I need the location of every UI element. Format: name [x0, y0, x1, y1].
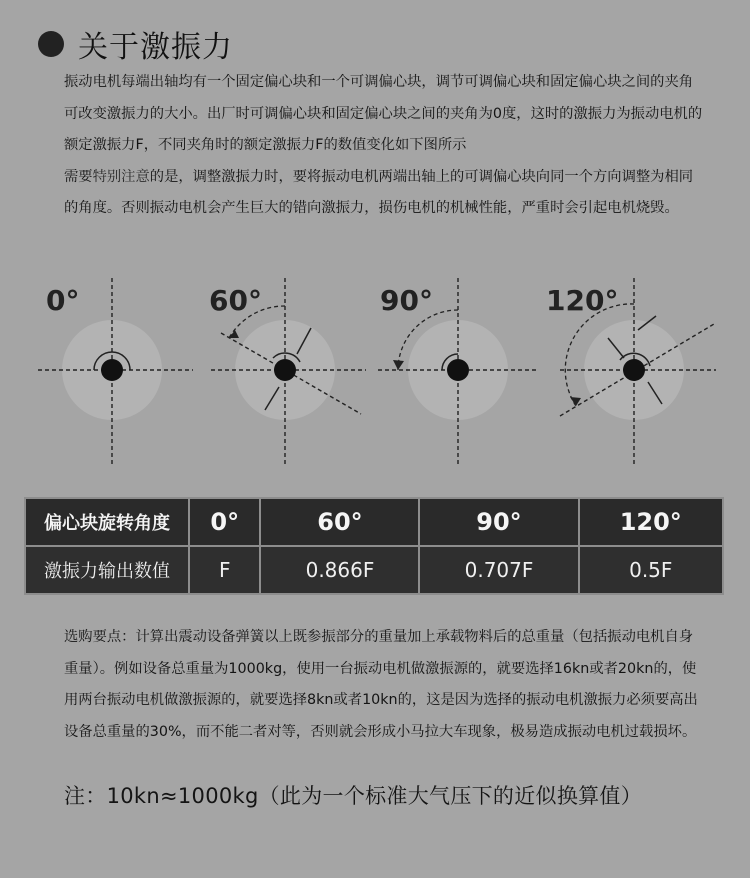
table-header-cell: 0°	[189, 498, 260, 546]
diagram-120	[546, 270, 726, 470]
section-heading	[38, 22, 233, 66]
table-cell: 0.5F	[579, 546, 724, 594]
conversion-note: 注：10kn≈1000kg（此为一个标准大气压下的近似换算值）	[64, 784, 643, 808]
intro-text-2-pre: 需要	[64, 168, 93, 185]
table-header-cell: 90°	[419, 498, 578, 546]
diagram-label-90: 90°	[380, 284, 433, 317]
table-header-row	[25, 498, 723, 546]
section-title: 关于激振力	[78, 30, 233, 65]
intro-paragraph	[64, 67, 704, 225]
purchase-tips-paragraph: 选购要点：计算出震动设备弹簧以上既参振部分的重量加上承载物料后的总重量（包括振动电机自身重量）。例如设备总重量为1000kg，使用一台振动电机做激振源的，就要选择16kn或者20kn的，使用两台振动电机做激振源的，就要选择8kn或者10kn的，这是因为选择的振动电机激振力必须要高出设备总重量的30%，而不能二者对等，否则就会形成小马拉大车现象，极易造成振动电机过载损坏。	[64, 629, 698, 740]
table-cell: F	[189, 546, 260, 594]
diagram-0	[28, 270, 208, 470]
intro-highlight: 特别注意	[92, 168, 150, 185]
table-cell: 0.866F	[260, 546, 419, 594]
table-header-cell: 120°	[579, 498, 724, 546]
diagram-label-60: 60°	[209, 284, 262, 317]
intro-text-1: 振动电机每端出轴均有一个固定偏心块和一个可调偏心块，调节可调偏心块和固定偏心块之间的夹角可改变激振力的大小。出厂时可调偏心块和固定偏心块之间的夹角为0度，这时的激振力为振动电机的额定激振力F，不同夹角时的额定激振力F的数值变化如下图所示	[64, 74, 703, 153]
table-header-cell: 偏心块旋转角度	[25, 498, 189, 546]
diagram-60	[201, 270, 381, 470]
table-header-cell: 60°	[260, 498, 419, 546]
intro-text-2-post: 的是，调整激振力时，要将振动电机两端出轴上的可调偏心块向同一个方向调整为相同的角度。否则振动电机会产生巨大的错向激振力，损伤电机的机械性能，严重时会引起电机烧毁。	[64, 168, 694, 216]
diagram-label-0: 0°	[46, 284, 80, 317]
diagram-label-120: 120°	[546, 284, 619, 317]
excitation-force-table	[24, 497, 724, 595]
table-cell: 激振力输出数值	[25, 546, 189, 594]
table-row	[25, 546, 723, 594]
bullet-dot-icon	[38, 31, 64, 57]
table-cell: 0.707F	[419, 546, 578, 594]
eccentric-angle-diagrams	[28, 270, 728, 470]
diagram-90	[374, 270, 554, 470]
